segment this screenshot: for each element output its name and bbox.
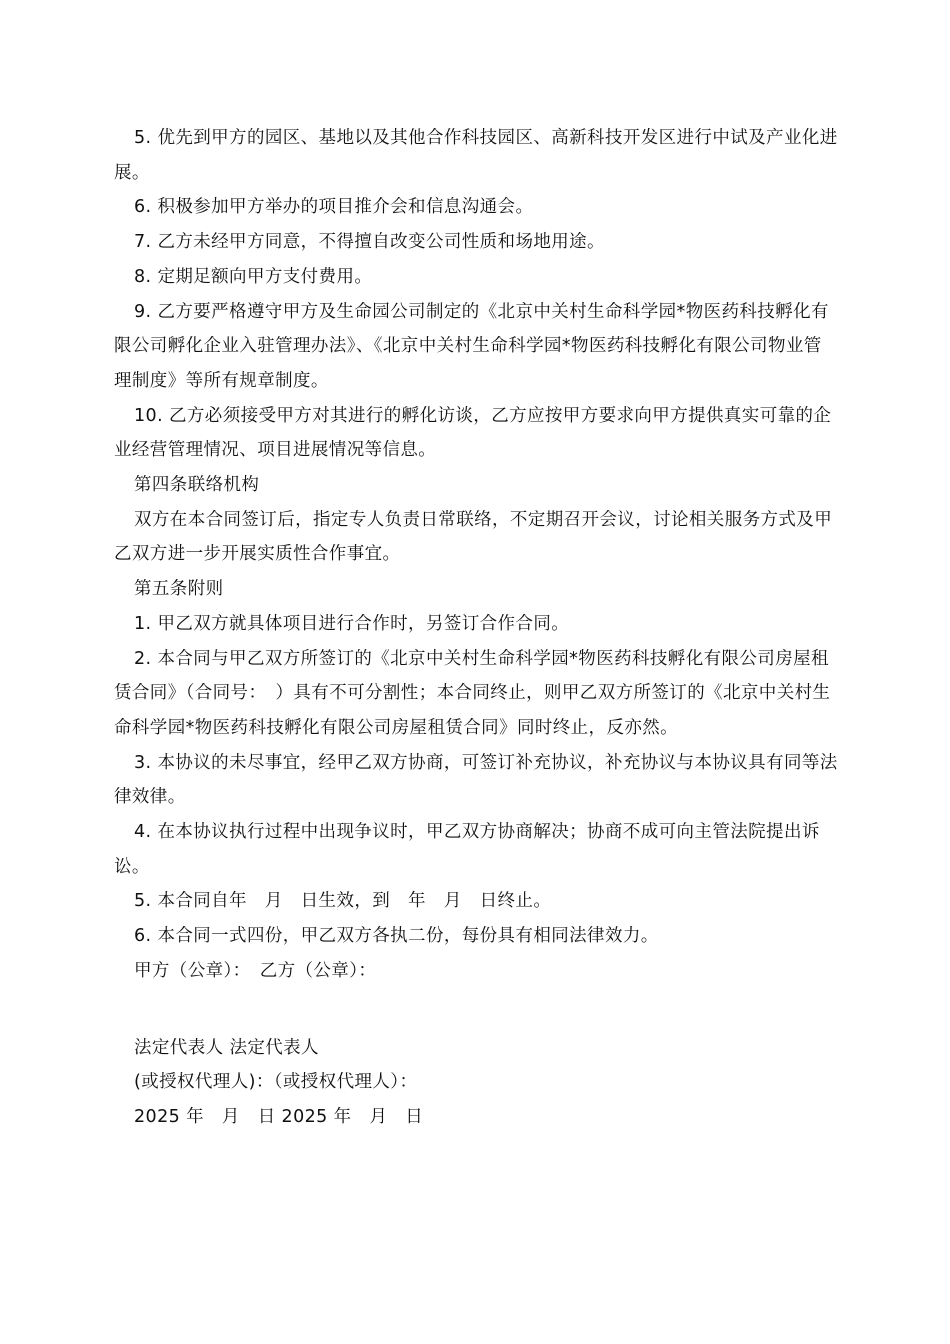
article-5-item-3: 3. 本协议的未尽事宜，经甲乙双方协商，可签订补充协议，补充协议与本协议具有同等法律效律。 [114, 752, 838, 808]
article-4-body: 双方在本合同签订后，指定专人负责日常联络，不定期召开会议，讨论相关服务方式及甲乙双方进一步开展实质性合作事宜。 [114, 509, 833, 565]
signature-date-line: 2025 年 月 日 2025 年 月 日 [134, 1106, 424, 1127]
article-5-heading: 第五条附则 [134, 579, 224, 600]
article-5-item-5: 5. 本合同自年 月 日生效，到 年 月 日终止。 [134, 891, 552, 912]
clause-10-incubation-interview: 10. 乙方必须接受甲方对其进行的孵化访谈，乙方应按甲方要求向甲方提供真实可靠的企业经营管理情况、项目进展情况等信息。 [114, 405, 832, 461]
legal-representative-line: 法定代表人 法定代表人 [134, 1037, 319, 1058]
document-body [114, 121, 838, 1135]
clause-6-attend-meetings: 6. 积极参加甲方举办的项目推介会和信息沟通会。 [134, 197, 534, 218]
clause-8-pay-fees: 8. 定期足额向甲方支付费用。 [134, 266, 373, 287]
article-5-item-4: 4. 在本协议执行过程中出现争议时，甲乙双方协商解决；协商不成可向主管法院提出诉讼。 [114, 822, 820, 877]
article-5-item-1: 1. 甲乙双方就具体项目进行合作时，另签订合作合同。 [134, 613, 570, 634]
authorized-agent-line: (或授权代理人)：（或授权代理人）： [134, 1072, 418, 1093]
party-seals-line: 甲方（公章）： 乙方（公章）： [134, 960, 377, 981]
article-5-item-6: 6. 本合同一式四份，甲乙双方各执二份，每份具有相同法律效力。 [134, 926, 659, 947]
article-4-heading: 第四条联络机构 [134, 475, 260, 496]
clause-9-rules-compliance: 9. 乙方要严格遵守甲方及生命园公司制定的《北京中关村生命科学园*物医药科技孵化有限公司孵化企业入驻管理办法》、《北京中关村生命科学园*物医药科技孵化有限公司物业管理制度》等所有规章制度。 [114, 301, 829, 391]
clause-5-priority-parks: 5. 优先到甲方的园区、基地以及其他合作科技园区、高新科技开发区进行中试及产业化进展。 [114, 128, 838, 183]
article-5-item-2: 2. 本合同与甲乙双方所签订的《北京中关村生命科学园*物医药科技孵化有限公司房屋租赁合同》（合同号： ）具有不可分割性；本合同终止，则甲乙双方所签订的《北京中关村生命科学园*物医药科技孵化有限公司房屋租赁合同》同时终止，反亦然。 [114, 648, 831, 738]
clause-7-no-change-nature: 7. 乙方未经甲方同意，不得擅自改变公司性质和场地用途。 [134, 232, 605, 253]
